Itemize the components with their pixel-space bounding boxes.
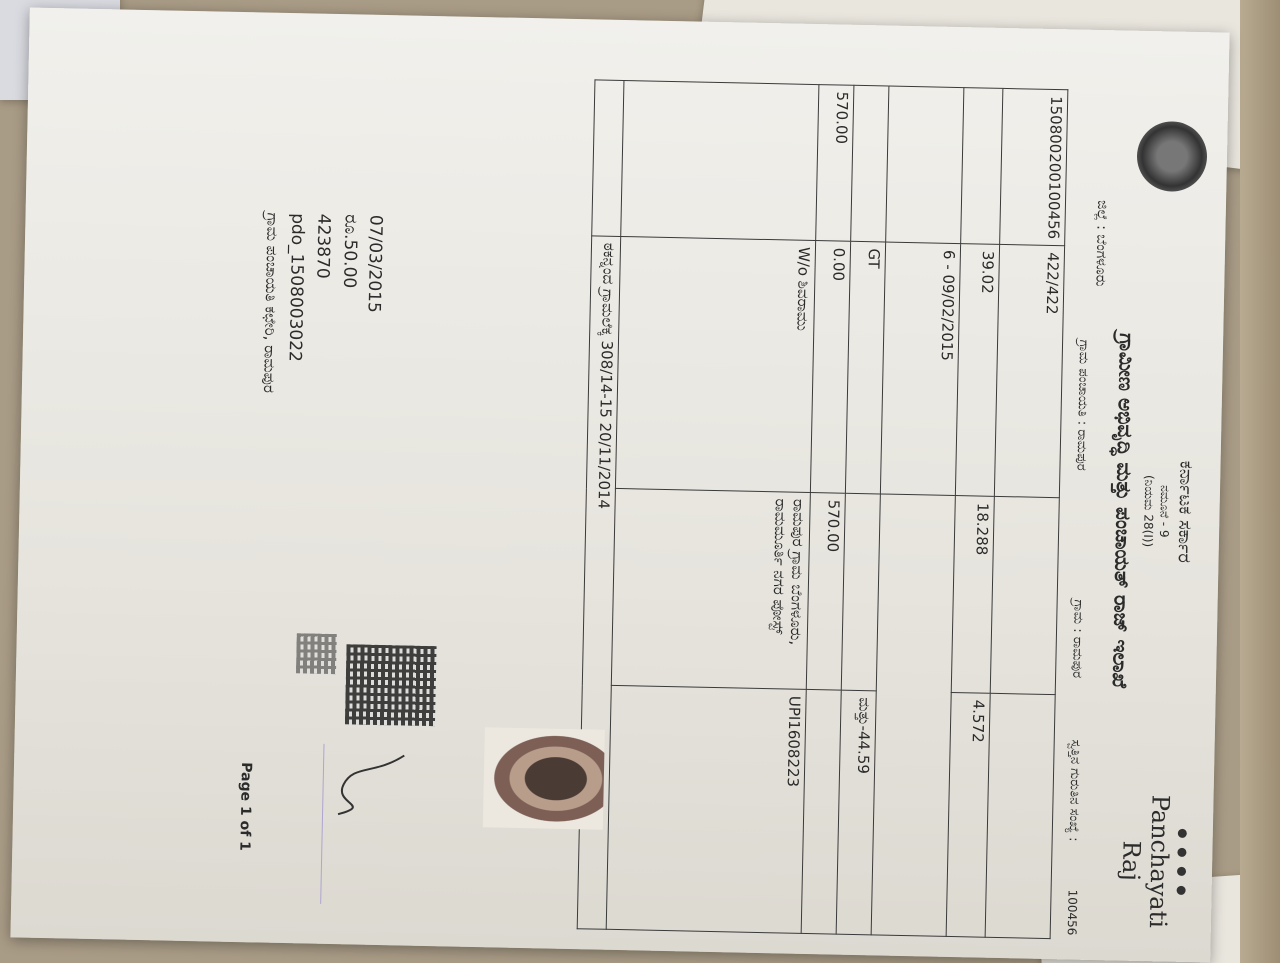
property-table (577, 79, 1069, 939)
desk-surface (1240, 0, 1280, 963)
district-line: ಜಿಲ್ಲೆ : ಬೆಂಗಳೂರು (1092, 199, 1111, 287)
owner-address-cell: ರಾಮಪುರ ಗ್ರಾಮ ಬೆಂಗಳೂರು, ರಾಮಮೂರ್ತಿ ನಗರ ಪೋಸ್ಟ್ (611, 489, 810, 690)
area-cell (990, 497, 1059, 695)
small-photo (296, 633, 337, 674)
east-west-cell: 18.288 (951, 496, 994, 694)
upi-number: UPI1608223 (783, 695, 804, 788)
government-title: ಕರ್ನಾಟಕ ಸರ್ಕಾರ (1173, 460, 1197, 564)
area-value-cell: 39.02 (955, 244, 999, 497)
department-title: ಗ್ರಾಮೀಣ ಅಭಿವೃದ್ಧಿ ಮತ್ತು ಪಂಚಾಯತ್ ರಾಜ್ ಇಲಾಖೆ (1107, 332, 1140, 689)
upi-cell (606, 686, 806, 934)
document-reference-cell: ಠಕನ್ನಂದ ಗ್ರಾಮಲೆಕ್ಕ 308/14-15 20/11/2014 (577, 236, 621, 929)
tax-cell-2: 570.00 (806, 493, 845, 691)
type-cell (985, 693, 1055, 938)
logo-dots-icon (1172, 782, 1194, 942)
page-indicator: Page 1 of 1 (236, 762, 255, 852)
property-id: 100456 (1064, 889, 1080, 936)
pdo-code: pdo_1508003022 (284, 212, 308, 363)
issue-date: 07/03/2015 (363, 214, 386, 313)
office-address: ಗ್ರಾಮ ಪಂಚಾಯತಿ ಕಛೇರಿ, ರಾಮಪುರ (259, 212, 282, 394)
zero-cell: 0.00 (810, 241, 850, 494)
area-right-cell: ಮತ್ತು-44.59 (836, 690, 876, 935)
form-content (111, 60, 1209, 942)
owner-name-cell: W/o ಶಿವರಾಮು (615, 237, 815, 493)
tax-cell: 570.00 (816, 85, 854, 242)
table-row (606, 80, 819, 933)
date-cell: 6 - 09/02/2015 (880, 242, 960, 496)
village-line: ಗ್ರಾಮ : ರಾಮಪುರ (1069, 599, 1086, 679)
brand-name: Panchayati Raj (1116, 794, 1175, 929)
receipt-number: 423870 (312, 213, 334, 279)
property-id-label: ಸ್ವತ್ತಿನ ಗುರುತಿನ ಸಂಖ್ಯೆ : (1065, 739, 1083, 842)
owner-photo (483, 727, 605, 829)
property-number-cell: 150800200100456 (1000, 88, 1068, 245)
gram-panchayat-line: ಗ್ರಾಮ ಪಂಚಾಯತಿ : ರಾಮಪುರ (1073, 339, 1092, 471)
north-south-cell: 4.572 (946, 693, 990, 938)
fee-amount: ರೂ.50.00 (339, 214, 361, 289)
qr-code (345, 644, 437, 726)
form-number: ನಮೂನೆ - 9 (1157, 485, 1173, 538)
officer-signature (333, 744, 415, 826)
survey-number-cell: 422/422 (994, 245, 1064, 498)
rule-reference: (ನಿಯಮ 28(I)) (1140, 474, 1157, 548)
office-stamp (260, 743, 324, 904)
panchayati-raj-logo (1116, 781, 1194, 943)
survey-code-cell: GT (845, 241, 885, 494)
document-sheet (10, 8, 1229, 963)
